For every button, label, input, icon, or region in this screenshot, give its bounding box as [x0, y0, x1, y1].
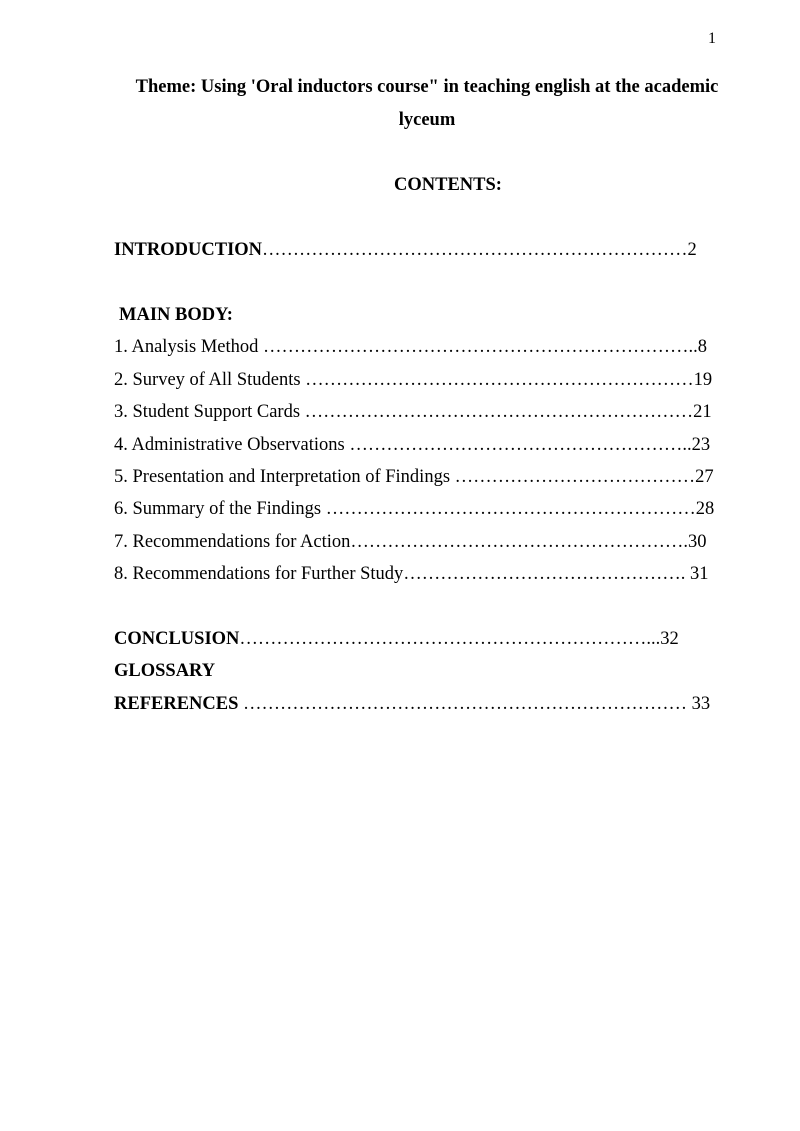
toc-page-number: 28 [695, 499, 715, 519]
toc-entry-label: 3. Student Support Cards [114, 402, 305, 422]
toc-page-number: 31 [690, 564, 709, 584]
toc-page-number: 27 [695, 467, 714, 487]
toc-entry-label: 8. Recommendations for Further Study [114, 564, 404, 584]
toc-entry-label: REFERENCES [114, 694, 244, 714]
toc-leader-dots: …………………………………………………………… [262, 240, 688, 260]
toc-entry-label: 2. Survey of All Students [114, 370, 306, 390]
toc-leader-dots: ………………………………… [454, 467, 696, 487]
toc-leader-dots: …………………………………………………… [325, 499, 696, 519]
toc-entry-label: 1. Analysis Method [114, 337, 264, 357]
toc-leader-dots: ………………………………………. [403, 564, 691, 584]
toc-page-number: 21 [693, 402, 712, 422]
toc-page-number: 23 [691, 435, 711, 455]
toc-entry-label: 5. Presentation and Interpretation of Findings [114, 467, 455, 487]
toc-entry [114, 529, 706, 555]
toc-leader-dots: ………………………………………………. [350, 532, 688, 552]
contents-heading: CONTENTS: [394, 175, 502, 195]
toc-entry-label: 4. Administrative Observations [114, 435, 350, 455]
toc-leader-dots: …………………………………………………………... [239, 629, 661, 649]
toc-entry-conclusion [114, 626, 679, 652]
toc-leader-dots: ……………………………………………………………… [243, 694, 692, 714]
toc-page-number: 33 [691, 694, 711, 714]
toc-entry [114, 432, 710, 458]
toc-entry-label: CONCLUSION [114, 629, 240, 649]
toc-entry [114, 464, 714, 490]
toc-leader-dots: ……………………………………………………… [305, 370, 694, 390]
toc-entry-label: 7. Recommendations for Action [114, 532, 351, 552]
toc-entry [114, 334, 707, 360]
toc-page-number: 8 [697, 337, 708, 357]
toc-page-number: 32 [660, 629, 679, 649]
page-number: 1 [708, 30, 716, 47]
toc-leader-dots: ……………………………………………….. [349, 435, 692, 455]
toc-entry-references [114, 691, 710, 717]
document-title: Theme: Using 'Oral inductors course" in teaching english at the academic lyceum [135, 77, 719, 130]
toc-entry-label: INTRODUCTION [114, 240, 263, 260]
toc-leader-dots: …………………………………………………………….. [263, 337, 698, 357]
toc-page-number: 30 [687, 532, 707, 552]
toc-entry-glossary: GLOSSARY [114, 661, 216, 681]
main-body-heading: MAIN BODY: [119, 305, 233, 325]
toc-entry-label: 6. Summary of the Findings [114, 499, 326, 519]
toc-entry [114, 367, 712, 393]
toc-page-number: 19 [693, 370, 713, 390]
toc-leader-dots: ……………………………………………………… [304, 402, 694, 422]
toc-entry-introduction [114, 237, 697, 263]
toc-entry [114, 561, 709, 587]
toc-entry [114, 496, 714, 522]
toc-page-number: 2 [687, 240, 697, 260]
toc-entry [114, 399, 712, 425]
